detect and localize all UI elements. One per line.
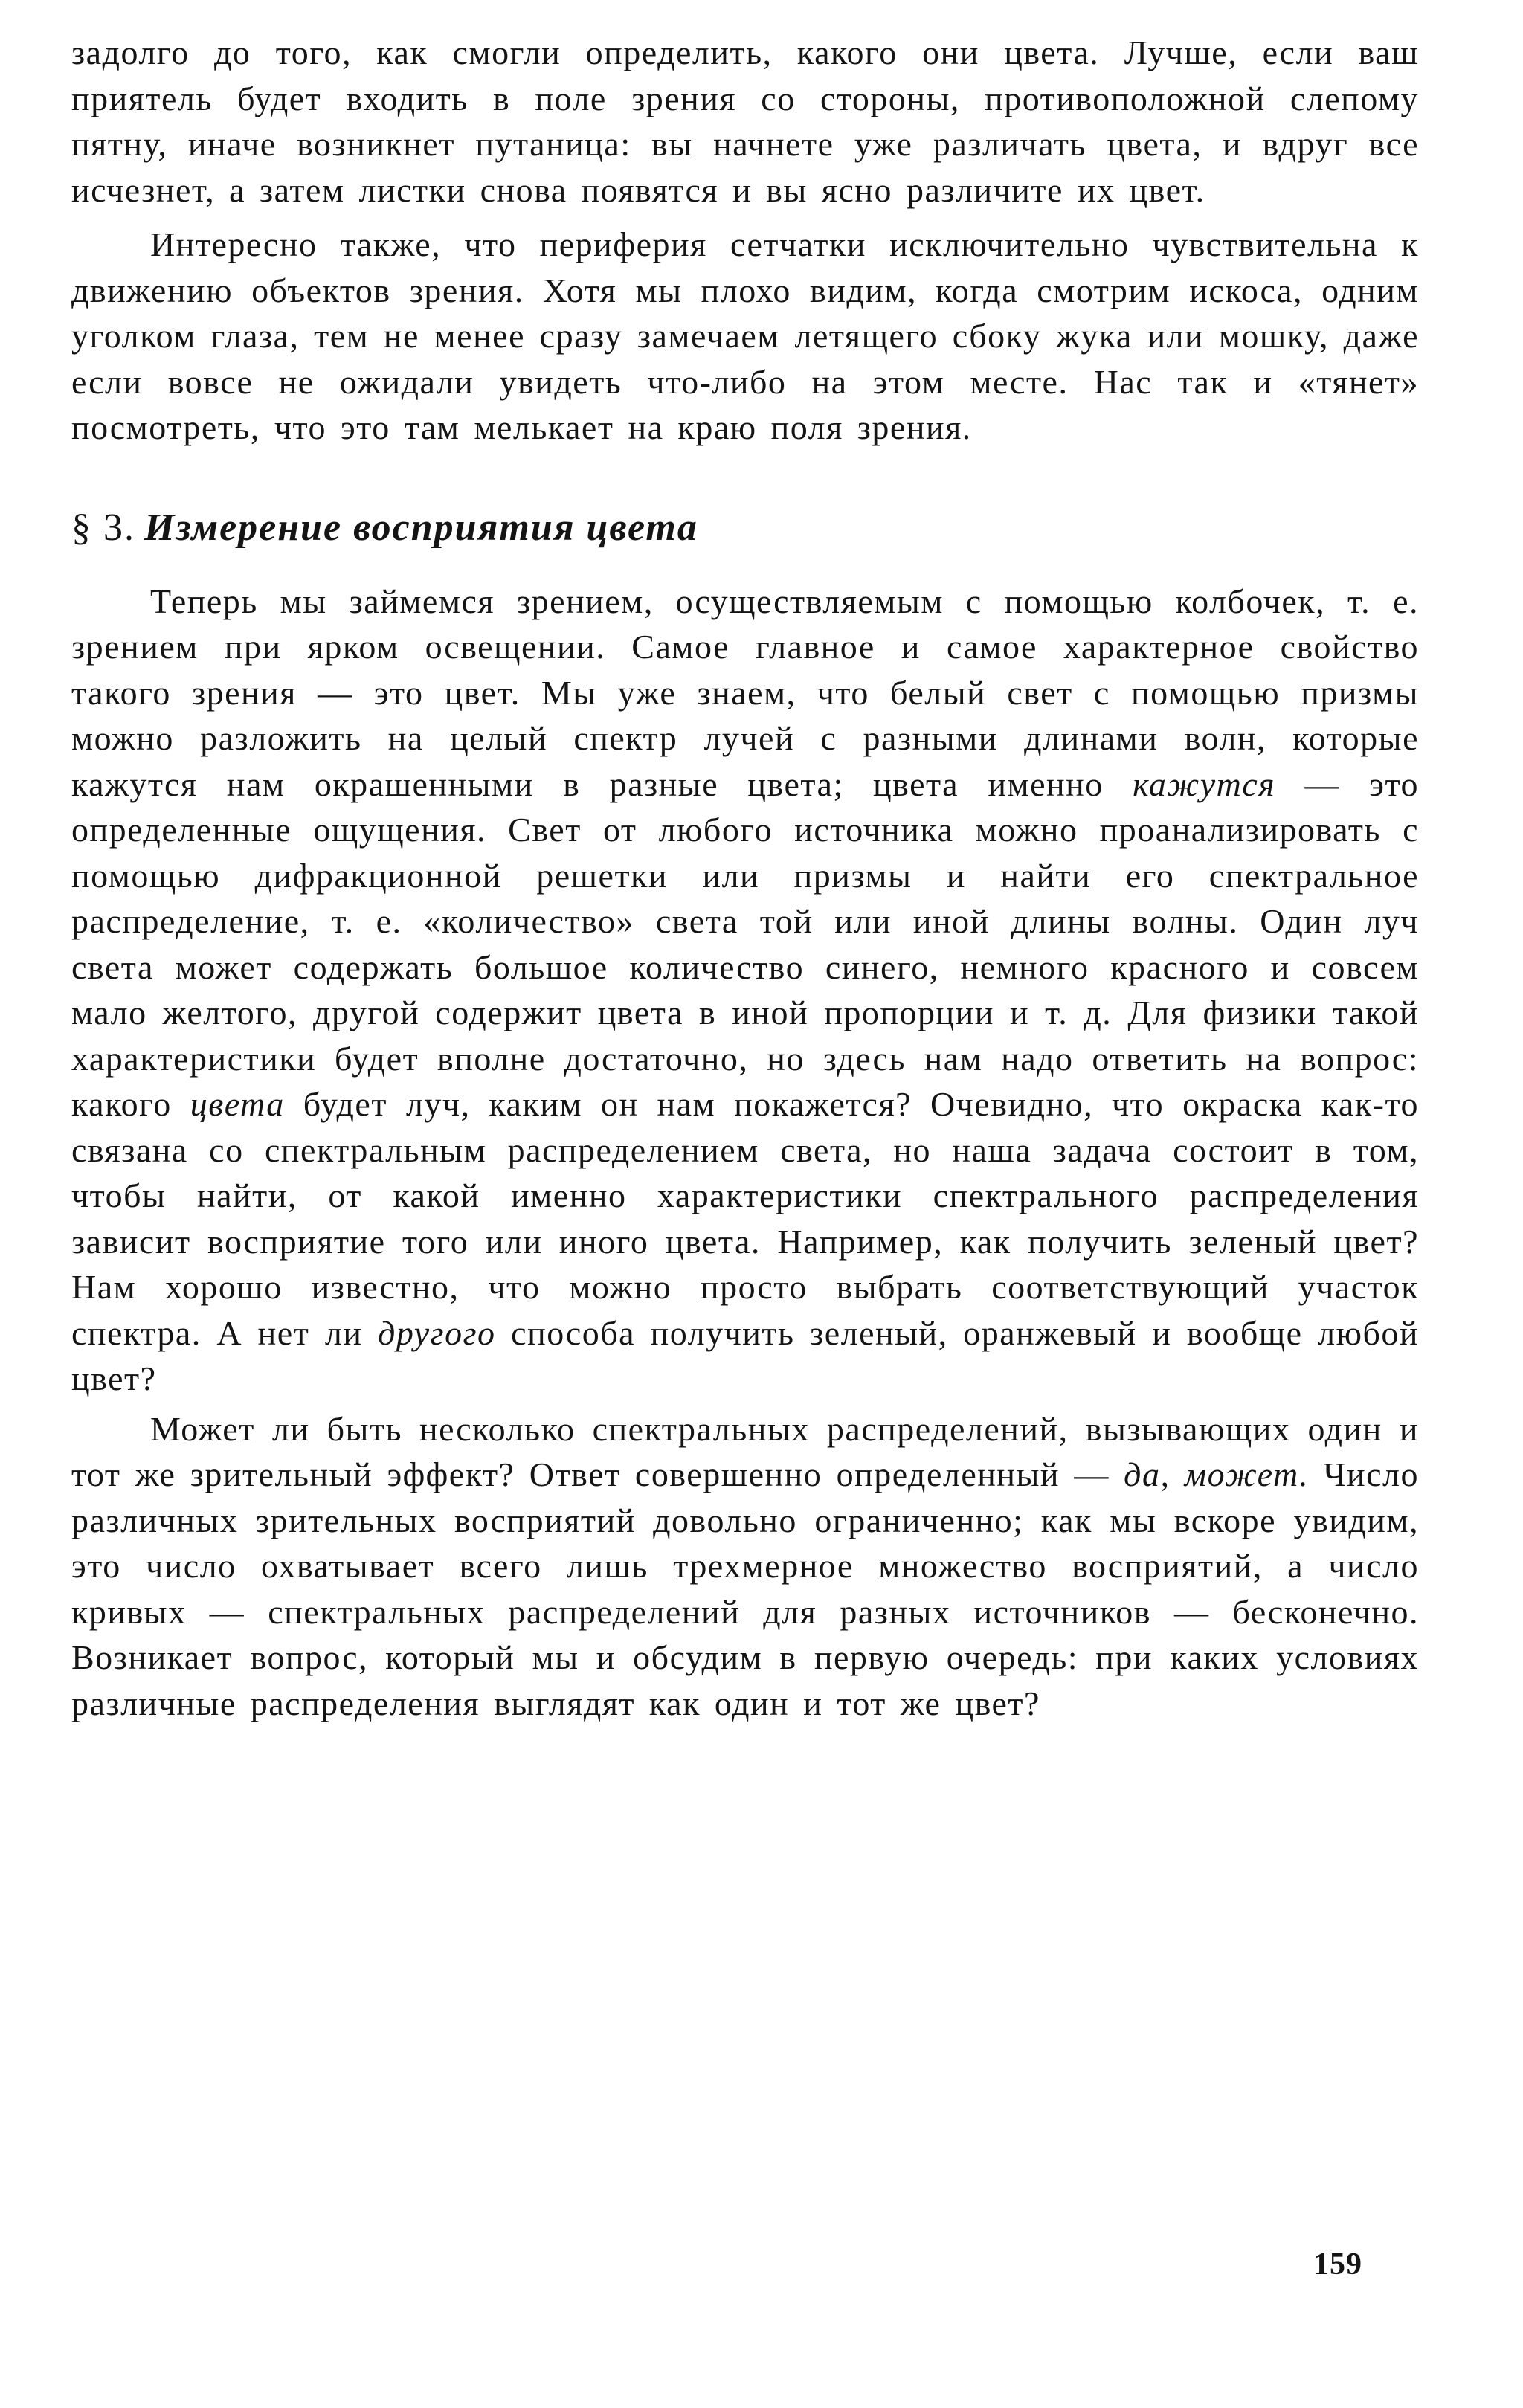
- paragraph-3-text: будет луч, каким он нам покажется? Очевидно, что окраска как-то связана со спектральным распределением света, но наша задача состоит в том, чтобы найти, от какой именно характеристики спектрального распределения зависит восприятие того или иного цвета. Например, как получить зеленый цвет? Нам хорошо известно, что можно просто выбрать соответствующий участок спектра. А нет ли: [71, 1085, 1419, 1352]
- paragraph-3-text: Теперь мы займемся зрением, осуществляемым с помощью колбочек, т. е. зрением при ярком освещении. Самое главное и самое характерное свойство такого зрения — это цвет. Мы уже знаем, что белый свет с помощью призмы можно разложить на целый спектр лучей с разными длинами волн, которые кажутся нам окрашенными в разные цвета; цвета именно: [71, 582, 1419, 803]
- paragraph-3-emphasis: другого: [378, 1313, 496, 1352]
- paragraph-1: задолго до того, как смогли определить, какого они цвета. Лучше, если ваш приятель будет входить в поле зрения со стороны, противоположной слепому пятну, иначе возникнет путаница: вы начнете уже различать цвета, и вдруг все исчезнет, а затем листки снова появятся и вы ясно различите их цвет.: [71, 33, 1419, 209]
- paragraph-2: Интересно также, что периферия сетчатки исключительно чувствительна к движению объектов зрения. Хотя мы плохо видим, когда смотрим искоса, одним уголком глаза, тем не менее сразу замечаем летящего сбоку жука или мошку, даже если вовсе не ожидали увидеть что-либо на этом месте. Нас так и «тянет» посмотреть, что это там мелькает на краю поля зрения.: [71, 225, 1419, 446]
- paragraph-3-text: способа получить зеленый, оранжевый и вообще любой цвет?: [71, 1313, 1420, 1397]
- paragraph-4-text: Может ли быть несколько спектральных распределений, вызывающих один и тот же зрительный эффект? Ответ совершенно определенный —: [71, 1409, 1419, 1493]
- page-body: [71, 30, 1419, 1726]
- paragraph-4-text: Число различных зрительных восприятий довольно ограниченно; как мы вскоре увидим, это число охватывает всего лишь трехмерное множество восприятий, а число кривых — спектральных распределений для разных источников — бесконечно. Возникает вопрос, который мы и обсудим в первую очередь: при каких условиях различные распределения выглядят как один и тот же цвет?: [71, 1455, 1419, 1722]
- section-sign: § 3.: [71, 506, 135, 549]
- paragraph-4-emphasis: да, может.: [1124, 1455, 1310, 1493]
- paragraph-3-text: — это определенные ощущения. Свет от любого источника можно проанализировать с помощью дифракционной решетки или призмы и найти его спектральное распределение, т. е. «количество» света той или иной длины волны. Один луч света может содержать большое количество синего, немного красного и совсем мало желтого, другой содержит цвета в иной пропорции и т. д. Для физики такой характеристики будет вполне достаточно, но здесь нам надо ответить на вопрос: какого: [71, 764, 1419, 1123]
- section-heading: [71, 504, 1419, 552]
- paragraph-4: [71, 1406, 1419, 1727]
- paragraph-3: [71, 579, 1419, 1402]
- paragraph-3-emphasis: кажутся: [1133, 764, 1276, 803]
- page-number: 159: [1313, 2247, 1362, 2282]
- section-title: Измерение восприятия цвета: [144, 506, 698, 549]
- paragraph-3-emphasis: цвета: [190, 1085, 285, 1123]
